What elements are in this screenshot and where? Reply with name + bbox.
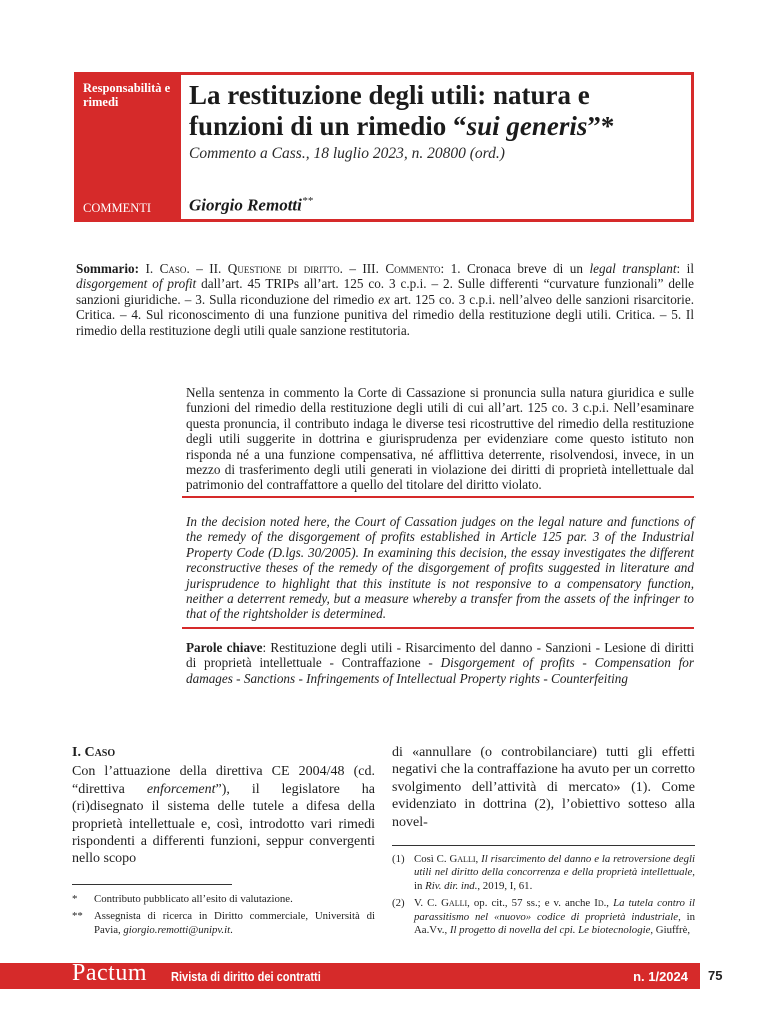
journal-subtitle: Rivista di diritto dei contratti [171, 969, 321, 984]
section-heading: I. Caso [72, 745, 116, 760]
issue-number: n. 1/2024 [633, 969, 688, 984]
summary: Sommario: I. Caso. – II. Questione di diritto. – III. Commento: 1. Cronaca breve di un legal transplant: il disgorgement of profit dall’art. 45 TRIPs all’art. 125 co. 3 c.p.i. – 2. Sulle differenti “curvature funzionali” delle sanzioni giuridiche. – 3. Sulla riconduzione del rimedio ex art. 125 co. 3 c.p.i. nell’alveo delle sanzioni risarcitorie. Critica. – 4. Sul riconoscimento di una funzione punitiva del rimedio della restituzione degli utili. Critica. – 5. Il rimedio della restituzione degli utili quale sanzione restitutoria. [76, 261, 694, 338]
journal-name: Pactum [72, 960, 147, 986]
header-sidebar [77, 75, 181, 219]
footnote: (1) Così C. Galli, Il risarcimento del danno e la retroversione degli utili nel diritto della concorrenza e della proprietà intellettuale, in Riv. dir. ind., 2019, I, 61. [392, 853, 695, 892]
article-title: La restituzione degli utili: natura e funzioni di un rimedio “sui generis”* [189, 80, 615, 141]
body-column-right [392, 744, 695, 831]
summary-label: Sommario: [76, 261, 139, 276]
keywords: Parole chiave: Restituzione degli utili - Risarcimento del danno - Sanzioni - Lesione di diritti di proprietà intellettuale - Contraffazione - Disgorgement of profits - Compensation for damages - Sanctions - Infringements of Intellectual Property rights - Counterfeiting [186, 640, 694, 686]
footnote: (2) V. C. Galli, op. cit., 57 ss.; e v. anche Id., La tutela contro il parassitismo nel «nuovo» codice di proprietà industriale, in Aa.Vv., Il progetto di novella del cpi. Le biotecnologie, Giuffrè, [392, 897, 696, 937]
journal-footer [0, 960, 700, 989]
page-number: 75 [708, 968, 723, 983]
article-header [74, 72, 694, 222]
body-paragraph: Con l’attuazione della direttiva CE 2004/48 (cd. “direttiva enforcement”), il legislatore ha (ri)disegnato il sistema delle tutele a difesa della proprietà intellettuale e, così, introdotto vari rimedi rispondenti a differenti funzioni, seppur convergenti nello scopo [72, 764, 375, 867]
body-paragraph-continued: di «annullare (o controbilanciare) tutti gli effetti negativi che la contraffazione ha avuto per un corretto svolgimento dell’attività di mercato» (1). Come evidenziato in dottrina (2), l’obiettivo sotteso alla novel- [392, 745, 695, 830]
article-type-label: COMMENTI [83, 201, 152, 215]
footnotes-right [392, 853, 695, 941]
footnote: ** Assegnista di ricerca in Diritto commerciale, Università di Pavia, giorgio.remotti@unipv.it. [72, 910, 375, 936]
abstract-divider-top [182, 496, 694, 498]
section-label: Responsabilità e rimedi [83, 81, 171, 109]
footnote: * Contributo pubblicato all’esito di valutazione. [72, 893, 293, 905]
abstract-english: In the decision noted here, the Court of Cassation judges on the legal nature and functions of the remedy of the disgorgement of profits established in Article 125 par. 3 of the Industrial Property Code (D.lgs. 30/2005). In examining this decision, the essay investigates the different reconstructive theses of the remedy of the disgorgement of profits suggested in literature and jurisprudence to highlight that this institute is not responsive to a compensatory function, neither a deterrent remedy, but a measure whereby a transfer from the assets of the infringer to that of the rightsholder is determined. [186, 514, 694, 622]
abstract-divider-bottom [182, 627, 694, 629]
abstract-italian: Nella sentenza in commento la Corte di Cassazione si pronuncia sulla natura giuridica e sulle funzioni del rimedio della restituzione degli utili di cui all’art. 125 co. 3 c.p.i. Nell’esaminare questa pronuncia, il contributo indaga le diverse tesi ricostruttive del rimedio della restituzione degli utili suggerite in dottrina e giurisprudenza per evidenziare come questo istituto non risponda né a una funzione compensativa, né afflittiva deterrente, risolvendosi, invece, in un mezzo di trasferimento degli utili generati in violazione dei diritti di proprietà intellettuale dal patrimonio del contraffattore a quello del titolare del diritto violato. [186, 385, 694, 493]
body-column-left [72, 744, 375, 868]
article-subtitle: Commento a Cass., 18 luglio 2023, n. 20800 (ord.) [189, 145, 505, 162]
article-author: Giorgio Remotti** [189, 195, 313, 215]
footnote-divider-left [72, 884, 232, 885]
footnotes-left [72, 893, 375, 941]
footnote-divider-right [392, 845, 695, 846]
